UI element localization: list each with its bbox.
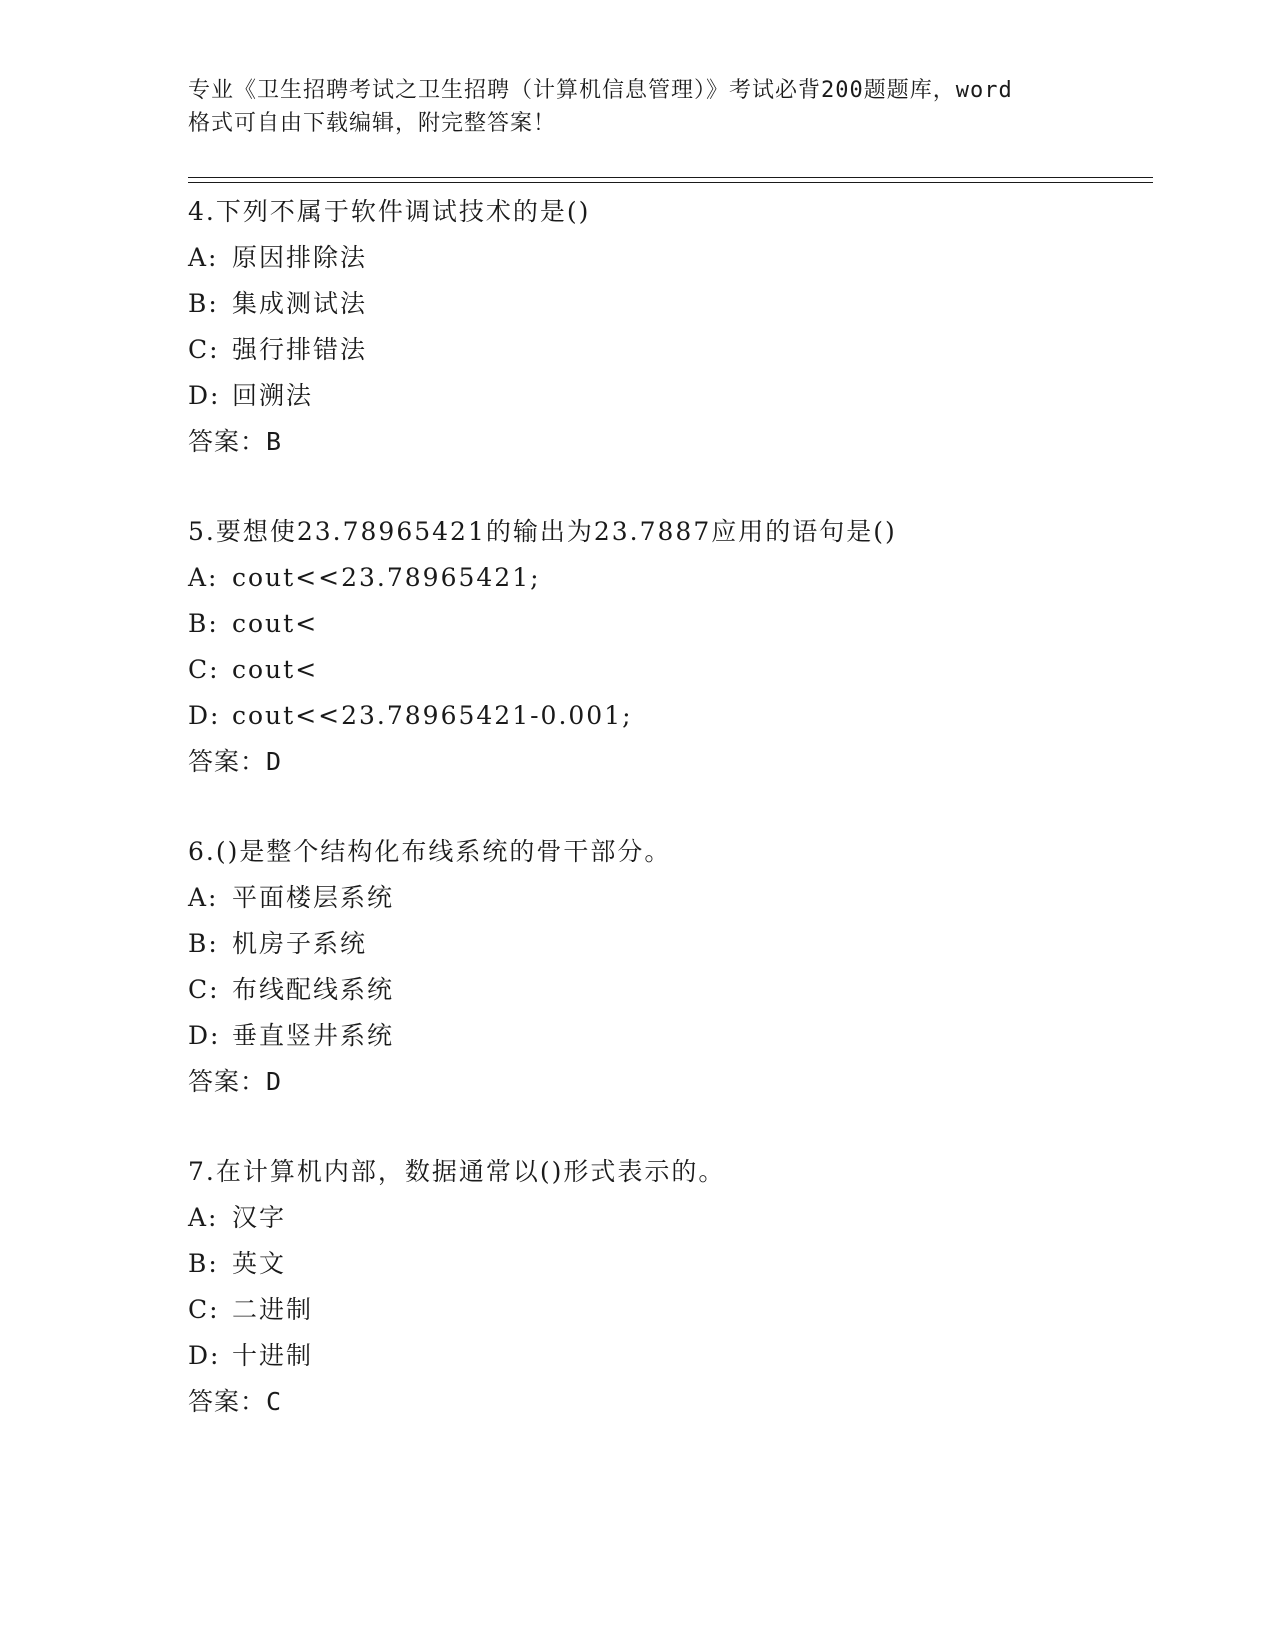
question-stem: 5.要想使23.78965421的输出为23.7887应用的语句是() bbox=[188, 517, 897, 546]
option-a bbox=[188, 555, 1148, 601]
option-text: cout< bbox=[232, 655, 319, 684]
option-letter: D: bbox=[188, 381, 221, 410]
option-text: 二进制 bbox=[232, 1295, 314, 1324]
option-text: 汉字 bbox=[232, 1203, 287, 1232]
option-letter: D: bbox=[188, 1021, 221, 1050]
option-text: 十进制 bbox=[232, 1341, 314, 1370]
option-text: 回溯法 bbox=[232, 381, 314, 410]
answer-line: 答案：C bbox=[188, 1387, 283, 1416]
option-text: 英文 bbox=[232, 1249, 287, 1278]
question-list bbox=[188, 189, 1148, 1469]
option-text: 平面楼层系统 bbox=[232, 883, 395, 912]
option-a bbox=[188, 1195, 1148, 1241]
question-6 bbox=[188, 829, 1148, 1105]
option-c bbox=[188, 1287, 1148, 1333]
option-letter: A: bbox=[188, 1203, 219, 1232]
option-c bbox=[188, 967, 1148, 1013]
option-text: cout<<23.78965421-0.001; bbox=[232, 701, 633, 730]
question-5 bbox=[188, 509, 1148, 785]
option-text: 垂直竖井系统 bbox=[232, 1021, 395, 1050]
header-divider-top bbox=[188, 177, 1153, 178]
option-letter: A: bbox=[188, 563, 219, 592]
option-text: cout< bbox=[232, 609, 319, 638]
option-a bbox=[188, 875, 1148, 921]
option-letter: A: bbox=[188, 883, 219, 912]
option-d bbox=[188, 373, 1148, 419]
option-b bbox=[188, 281, 1148, 327]
option-letter: B: bbox=[188, 929, 219, 958]
option-letter: C: bbox=[188, 335, 220, 364]
option-c bbox=[188, 647, 1148, 693]
option-text: 布线配线系统 bbox=[232, 975, 395, 1004]
option-text: 机房子系统 bbox=[232, 929, 368, 958]
option-letter: C: bbox=[188, 1295, 220, 1324]
option-d bbox=[188, 693, 1148, 739]
option-letter: B: bbox=[188, 289, 219, 318]
option-b bbox=[188, 1241, 1148, 1287]
option-letter: B: bbox=[188, 1249, 219, 1278]
option-b bbox=[188, 921, 1148, 967]
option-text: 集成测试法 bbox=[232, 289, 368, 318]
question-7 bbox=[188, 1149, 1148, 1425]
option-d bbox=[188, 1013, 1148, 1059]
document-header bbox=[188, 74, 1128, 140]
option-c bbox=[188, 327, 1148, 373]
option-letter: C: bbox=[188, 975, 220, 1004]
question-4 bbox=[188, 189, 1148, 465]
option-b bbox=[188, 601, 1148, 647]
header-line-2: 格式可自由下载编辑，附完整答案！ bbox=[188, 111, 557, 136]
option-letter: C: bbox=[188, 655, 220, 684]
option-letter: B: bbox=[188, 609, 219, 638]
option-letter: D: bbox=[188, 701, 221, 730]
option-a bbox=[188, 235, 1148, 281]
answer-line: 答案：D bbox=[188, 1067, 283, 1096]
option-text: 原因排除法 bbox=[232, 243, 368, 272]
option-letter: D: bbox=[188, 1341, 221, 1370]
option-text: cout<<23.78965421; bbox=[232, 563, 541, 592]
header-line-1: 专业《卫生招聘考试之卫生招聘（计算机信息管理）》考试必背200题题库，word bbox=[188, 78, 1013, 103]
answer-line: 答案：B bbox=[188, 427, 283, 456]
header-divider-bottom bbox=[188, 182, 1153, 183]
question-stem: 6.()是整个结构化布线系统的骨干部分。 bbox=[188, 837, 672, 866]
option-letter: A: bbox=[188, 243, 219, 272]
question-stem: 7.在计算机内部，数据通常以()形式表示的。 bbox=[188, 1157, 726, 1186]
question-stem: 4.下列不属于软件调试技术的是() bbox=[188, 197, 591, 226]
answer-line: 答案：D bbox=[188, 747, 283, 776]
option-d bbox=[188, 1333, 1148, 1379]
option-text: 强行排错法 bbox=[232, 335, 368, 364]
